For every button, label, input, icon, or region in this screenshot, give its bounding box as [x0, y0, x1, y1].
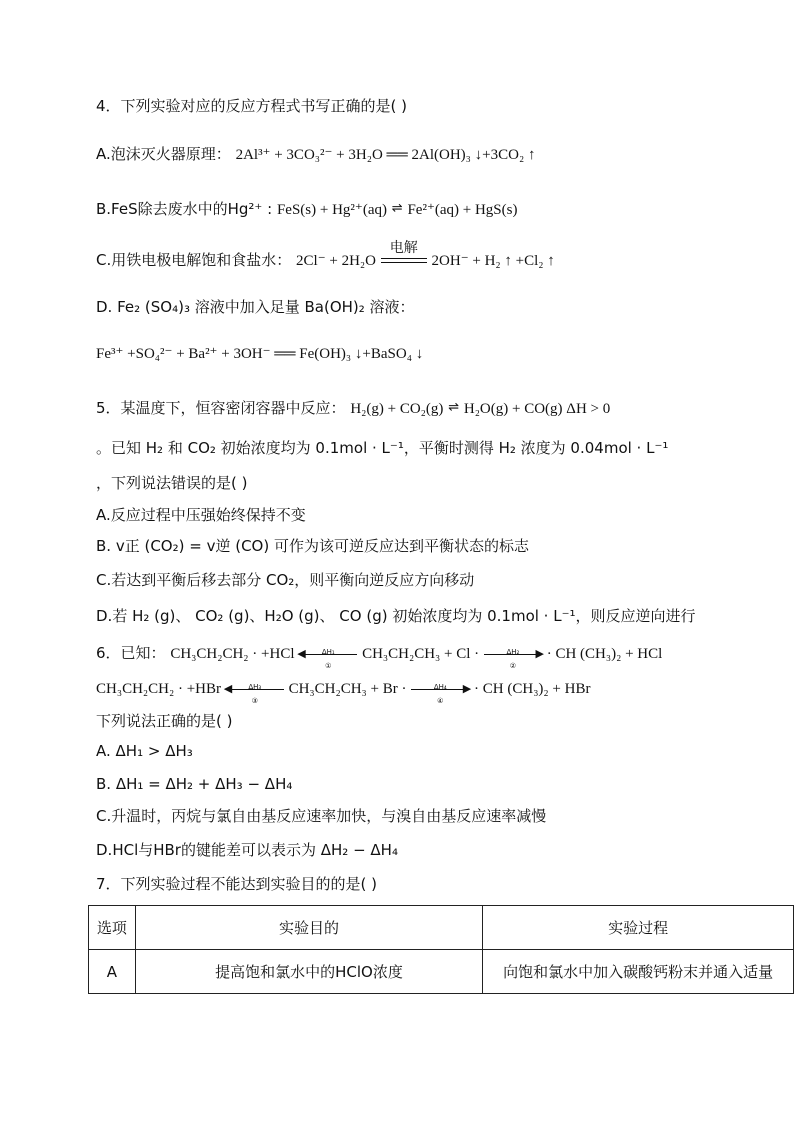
left-arrow-icon: ◀ ΔH₁ ① [299, 648, 357, 660]
q5-stem-line1 [96, 398, 610, 420]
q5-stem-line2: 。已知 H₂ 和 CO₂ 初始浓度均为 0.1mol · L⁻¹，平衡时测得 H₂ 浓度为 0.04mol · L⁻¹ [96, 439, 669, 457]
q6-eq1-b: CH₃CH₂CH₃ + Cl · [362, 646, 480, 662]
q4-option-c-eq-left: 2Cl⁻ + 2H₂O [296, 253, 376, 269]
electrolysis-condition: 电解 [389, 239, 418, 256]
q4-option-a-equation: 2Al³⁺ + 3CO₃²⁻ + 3H₂O ══ 2Al(OH)₃ ↓+3CO₂ ↑ [235, 147, 536, 163]
q5-stem-line3: ，下列说法错误的是( ) [96, 474, 248, 492]
q6-question: 下列说法正确的是( ) [96, 712, 233, 730]
q6-eq1 [96, 643, 663, 670]
q4-option-b-eq-right: Fe²⁺(aq) + HgS(s) [407, 202, 518, 218]
right-arrow-icon: ▶ ΔH₂ ② [484, 648, 542, 660]
q6-option-a: A. ΔH₁ > ΔH₃ [96, 742, 193, 760]
table-header-row [89, 906, 794, 950]
q5-option-a: A.反应过程中压强始终保持不变 [96, 506, 306, 524]
table-cell: 向饱和氯水中加入碳酸钙粉末并通入适量 [483, 950, 794, 994]
q4-option-c-eq-right: 2OH⁻ + H₂ ↑ +Cl₂ ↑ [431, 253, 555, 269]
q5-eq-right: H₂O(g) + CO(g) ΔH > 0 [463, 401, 611, 417]
q7-stem: 7．下列实验过程不能达到实验目的的是( ) [96, 875, 378, 893]
q4-option-b [96, 199, 517, 221]
q6-eq2-c: · CH (CH₃)₂ + HBr [474, 681, 591, 697]
table-cell: A [89, 950, 136, 994]
q6-eq2-a: CH₃CH₂CH₂ · +HBr [96, 681, 221, 697]
table-row [89, 950, 794, 994]
q4-option-d: D. Fe₂ (SO₄)₃ 溶液中加入足量 Ba(OH)₂ 溶液： [96, 298, 415, 316]
q5-eq-left: H₂(g) + CO₂(g) [350, 401, 444, 417]
q5-option-c: C.若达到平衡后移去部分 CO₂，则平衡向逆反应方向移动 [96, 571, 475, 589]
q6-option-b: B. ΔH₁ = ΔH₂ + ΔH₃ − ΔH₄ [96, 775, 293, 793]
reversible-arrow-icon: ⇌ [391, 201, 403, 216]
q6-eq2-b: CH₃CH₂CH₃ + Br · [288, 681, 407, 697]
q4-stem: 4．下列实验对应的反应方程式书写正确的是( ) [96, 97, 408, 115]
left-arrow-icon: ◀ ΔH₃ ③ [226, 683, 284, 695]
q4-option-c [96, 239, 555, 271]
q4-option-a-label: A.泡沫灭火器原理： [96, 145, 231, 163]
electrolysis-equals-sign [381, 239, 427, 266]
table-header-cell: 实验过程 [483, 906, 794, 950]
q4-option-a [96, 144, 535, 165]
q6-option-d: D.HCl与HBr的键能差可以表示为 ΔH₂ − ΔH₄ [96, 841, 398, 859]
table-header-cell: 选项 [89, 906, 136, 950]
q6-eq2 [96, 678, 591, 705]
q6-stem-label: 6．已知： [96, 644, 166, 662]
q5-stem-label: 5．某温度下，恒容密闭容器中反应： [96, 399, 346, 417]
q6-eq1-a: CH₃CH₂CH₂ · +HCl [170, 646, 295, 662]
q4-option-b-eq-left: FeS(s) + Hg²⁺(aq) [276, 202, 387, 218]
q5-option-b: B. v正 (CO₂) = v逆 (CO) 可作为该可逆反应达到平衡状态的标志 [96, 537, 529, 555]
right-arrow-icon: ▶ ΔH₄ ④ [411, 683, 469, 695]
q4-option-d-equation: Fe³⁺ +SO₄²⁻ + Ba²⁺ + 3OH⁻ ══ Fe(OH)₃ ↓+BaSO₄ ↓ [96, 346, 424, 362]
q4-option-b-label: B.FeS除去废水中的Hg²⁺ : [96, 200, 273, 218]
reversible-arrow-icon: ⇌ [448, 400, 460, 415]
q4-option-c-label: C.用铁电极电解饱和食盐水： [96, 251, 292, 269]
q5-option-d: D.若 H₂ (g)、 CO₂ (g)、H₂O (g)、 CO (g) 初始浓度均为 0.1mol · L⁻¹，则反应逆向进行 [96, 607, 696, 625]
q6-option-c: C.升温时，丙烷与氯自由基反应速率加快，与溴自由基反应速率减慢 [96, 807, 547, 825]
q7-table [88, 905, 794, 994]
table-cell: 提高饱和氯水中的HClO浓度 [135, 950, 482, 994]
table-header-cell: 实验目的 [135, 906, 482, 950]
q6-eq1-c: · CH (CH₃)₂ + HCl [546, 646, 663, 662]
